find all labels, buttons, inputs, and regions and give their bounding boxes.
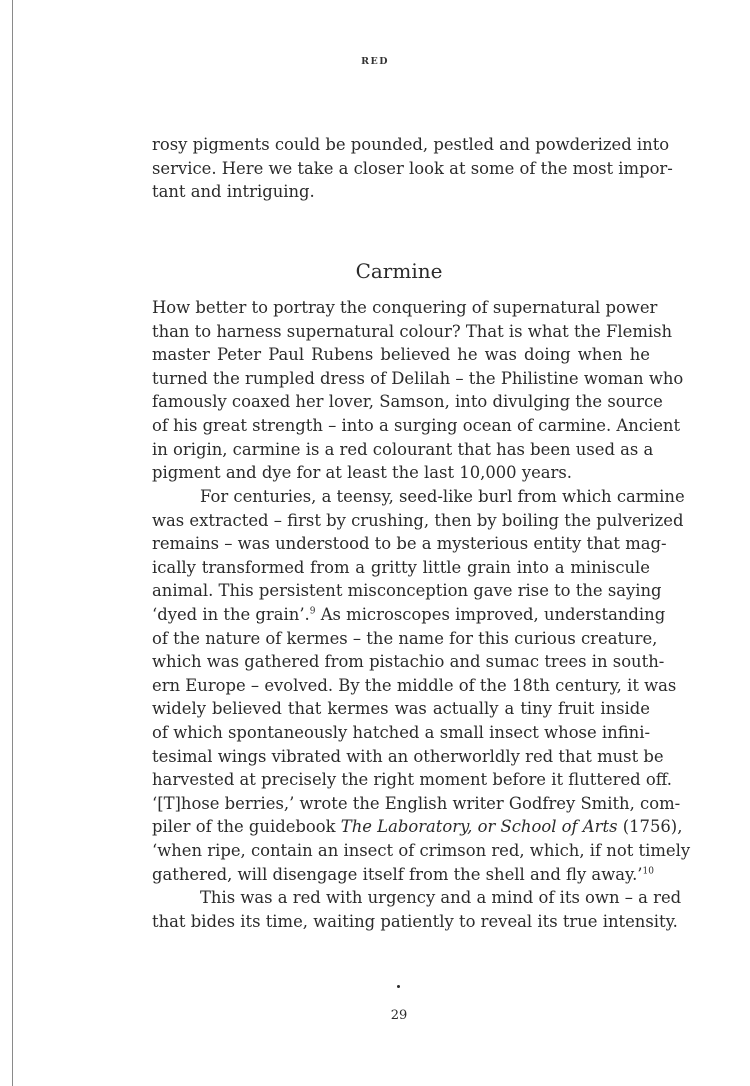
text-line-with-title — [152, 815, 683, 839]
text-line: ically transformed from a gritty little grain into a miniscule — [152, 557, 650, 577]
text-fragment: gathered, will disengage itself from the shell and fly away.’ — [152, 864, 643, 884]
text-line: tesimal wings vibrated with an otherworldly red that must be — [152, 746, 664, 766]
text-line: widely believed that kermes was actually a tiny fruit inside — [152, 699, 650, 719]
text-line: remains – was understood to be a mysterious entity that mag- — [152, 534, 667, 554]
text-line: that bides its time, waiting patiently to reveal its true intensity. — [152, 911, 678, 931]
text-line: animal. This persistent misconception gave rise to the saying — [152, 581, 662, 601]
text-line: pigment and dye for at least the last 10,000 years. — [152, 463, 573, 483]
text-fragment: ‘dyed in the grain’. — [152, 604, 310, 624]
footnote-marker: 10 — [642, 866, 654, 877]
text-line: of which spontaneously hatched a small insect whose infini- — [152, 722, 650, 742]
text-line: harvested at precisely the right moment before it fluttered off. — [152, 770, 672, 790]
section-heading: Carmine — [355, 259, 443, 283]
footnote-marker: 9 — [309, 606, 316, 617]
text-line: which was gathered from pistachio and sumac trees in south- — [152, 652, 665, 672]
text-line: For centuries, a teensy, seed-like burl from which carmine — [200, 487, 685, 506]
footer-ornament-dot — [397, 985, 400, 988]
text-line: than to harness supernatural colour? That is what the Flemish — [152, 321, 673, 341]
text-line: turned the rumpled dress of Delilah – the Philistine woman who — [152, 368, 684, 388]
text-line: was extracted – first by crushing, then by boiling the pulverized — [152, 510, 684, 530]
paragraph-3 — [152, 886, 682, 933]
text-line: rosy pigments could be pounded, pestled and powderized into — [152, 135, 670, 154]
text-fragment: As microscopes improved, understanding — [315, 604, 666, 624]
text-line-with-footnote — [152, 863, 654, 887]
text-line: in origin, carmine is a red colourant that has been used as a — [152, 439, 654, 459]
text-line: famously coaxed her lover, Samson, into divulging the source — [152, 392, 663, 412]
text-line: ‘[T]hose berries,’ wrote the English writer Godfrey Smith, com- — [152, 793, 681, 813]
text-line: of his great strength – into a surging ocean of carmine. Ancient — [152, 415, 681, 435]
text-line: ‘when ripe, contain an insect of crimson red, which, if not timely — [152, 840, 691, 860]
text-line: of the nature of kermes – the name for this curious creature, — [152, 628, 658, 648]
page-edge-line — [12, 0, 13, 1086]
text-line-with-footnote — [152, 603, 666, 627]
intro-paragraph — [152, 133, 673, 204]
paragraph-2 — [152, 485, 691, 886]
book-title: The Laboratory, or School of Arts — [340, 817, 618, 837]
text-line: This was a red with urgency and a mind of its own – a red — [200, 888, 682, 907]
text-fragment: piler of the guidebook — [152, 817, 341, 837]
text-line: ern Europe – evolved. By the middle of the 18th century, it was — [152, 675, 677, 695]
text-line: tant and intriguing. — [152, 182, 315, 202]
text-line: service. Here we take a closer look at some of the most impor- — [152, 158, 673, 178]
text-line: How better to portray the conquering of supernatural power — [152, 298, 658, 317]
text-line: master Peter Paul Rubens believed he was doing when he — [152, 345, 650, 365]
paragraph-1 — [152, 296, 684, 485]
text-fragment: (1756), — [617, 817, 683, 837]
running-head: RED — [361, 56, 389, 67]
page-number: 29 — [390, 1008, 408, 1023]
